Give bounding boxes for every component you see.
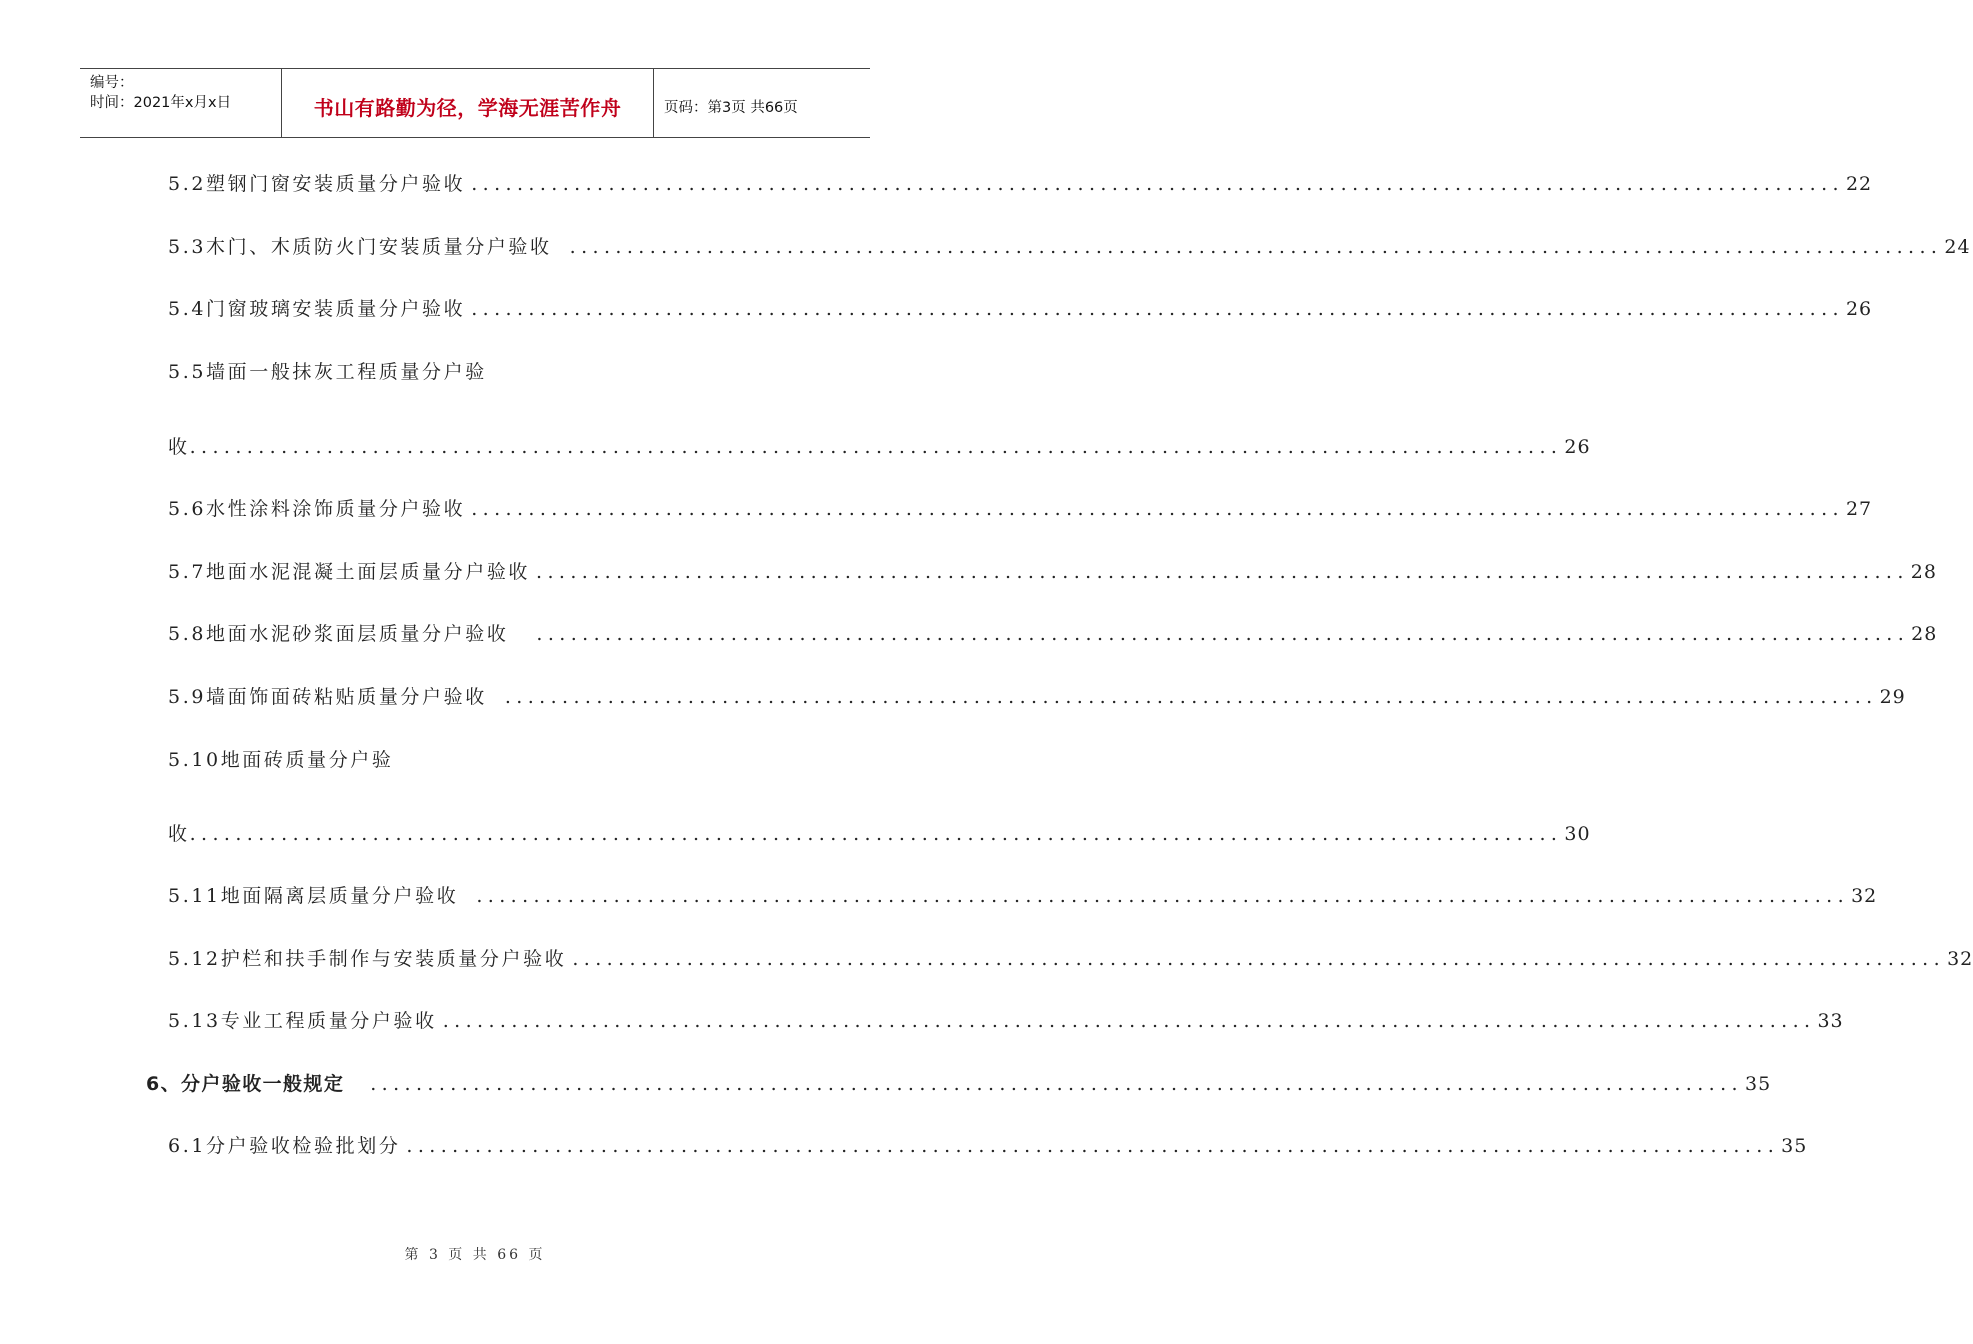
toc-entry-label: 5.4门窗玻璃安装质量分户验收 xyxy=(168,298,466,320)
toc-entry-label: 5.8地面水泥砂浆面层质量分户验收 xyxy=(168,623,509,645)
toc-entry-page: 35 xyxy=(1781,1135,1808,1157)
toc-leader: ........................................................................................................................ xyxy=(442,1010,1816,1032)
toc-entry[interactable] xyxy=(168,1007,1844,1035)
toc-entry-label: 6.1分户验收检验批划分 xyxy=(168,1135,401,1157)
toc-entry-label: 5.12护栏和扶手制作与安装质量分户验收 xyxy=(168,948,567,970)
toc-entry-page: 35 xyxy=(1744,1073,1772,1095)
toc-leader: ........................................................................................................................ xyxy=(572,948,1946,970)
toc-entry[interactable] xyxy=(168,170,1873,198)
toc-entry[interactable] xyxy=(168,1132,1808,1160)
code-label: 编号： xyxy=(90,75,134,91)
toc-entry-label: 收 xyxy=(168,436,190,458)
toc-entry-page: 26 xyxy=(1845,298,1873,320)
toc-leader: ........................................................................................................................ xyxy=(471,173,1844,195)
toc-entry-label: 5.11地面隔离层质量分户验收 xyxy=(168,885,459,907)
toc-entry-label: 5.9墙面饰面砖粘贴质量分户验收 xyxy=(168,686,487,708)
toc-entry-page: 32 xyxy=(1947,948,1973,970)
toc-entry-page: 22 xyxy=(1845,173,1873,195)
header-page-info: 页码：第3页 共66页 xyxy=(664,99,798,116)
toc-entry-label: 5.6水性涂料涂饰质量分户验收 xyxy=(168,498,466,520)
toc-entry-page: 24 xyxy=(1944,236,1971,258)
toc-entry-page: 30 xyxy=(1564,823,1591,845)
toc-entry[interactable] xyxy=(168,746,394,774)
toc-entry-label: 5.2塑钢门窗安装质量分户验收 xyxy=(168,173,466,195)
toc-entry-page: 28 xyxy=(1910,561,1937,583)
toc-leader: ........................................................................................................................ xyxy=(536,561,1909,583)
toc-entry-label: 5.7地面水泥混凝土面层质量分户验收 xyxy=(168,561,531,583)
toc-leader: ........................................................................................................................ xyxy=(189,823,1563,845)
toc-entry[interactable] xyxy=(168,882,1878,910)
toc-chapter-entry[interactable] xyxy=(146,1070,1772,1098)
toc-entry[interactable] xyxy=(168,495,1873,523)
toc-leader: ........................................................................................................................ xyxy=(406,1135,1780,1157)
toc-entry-label: 5.10地面砖质量分户验 xyxy=(168,749,394,771)
toc-entry-label: 5.3木门、木质防火门安装质量分户验收 xyxy=(168,236,552,258)
toc-entry-page: 32 xyxy=(1851,885,1878,907)
toc-entry[interactable] xyxy=(168,945,1973,973)
toc-entry[interactable] xyxy=(168,620,1938,648)
toc-entry[interactable] xyxy=(168,358,487,386)
page-footer: 第 3 页 共 66 页 xyxy=(404,1247,546,1263)
toc-leader: ........................................................................................................................ xyxy=(471,298,1844,320)
toc-entry-label: 5.5墙面一般抹灰工程质量分户验 xyxy=(168,361,487,383)
toc-leader: ........................................................................................................................ xyxy=(370,1073,1743,1095)
toc-entry[interactable] xyxy=(168,558,1937,586)
toc-leader: ........................................................................................................................ xyxy=(569,236,1943,258)
header-motto: 书山有路勤为径，学海无涯苦作舟 xyxy=(282,69,654,137)
toc-entry-page: 29 xyxy=(1879,686,1906,708)
toc-entry[interactable] xyxy=(168,295,1873,323)
toc-leader: ........................................................................................................................ xyxy=(536,623,1910,645)
toc-entry-page: 28 xyxy=(1911,623,1938,645)
page-header xyxy=(80,68,870,138)
toc-entry-page: 27 xyxy=(1845,498,1873,520)
toc-leader: ........................................................................................................................ xyxy=(504,686,1878,708)
date-label: 时间：2021年x月x日 xyxy=(90,95,232,111)
toc-entry-label: 6、分户验收一般规定 xyxy=(146,1073,345,1095)
toc-entry[interactable] xyxy=(168,233,1971,261)
toc-leader: ........................................................................................................................ xyxy=(189,436,1563,458)
header-meta xyxy=(80,69,282,137)
toc-entry-label: 收 xyxy=(168,823,190,845)
toc-entry[interactable] xyxy=(168,683,1906,711)
toc-leader: ........................................................................................................................ xyxy=(471,498,1844,520)
toc-entry-label: 5.13专业工程质量分户验收 xyxy=(168,1010,437,1032)
toc-entry-continuation[interactable] xyxy=(168,820,1591,848)
toc-leader: ........................................................................................................................ xyxy=(476,885,1850,907)
toc-entry-page: 33 xyxy=(1817,1010,1844,1032)
toc-entry-page: 26 xyxy=(1564,436,1591,458)
toc-entry-continuation[interactable] xyxy=(168,433,1591,461)
